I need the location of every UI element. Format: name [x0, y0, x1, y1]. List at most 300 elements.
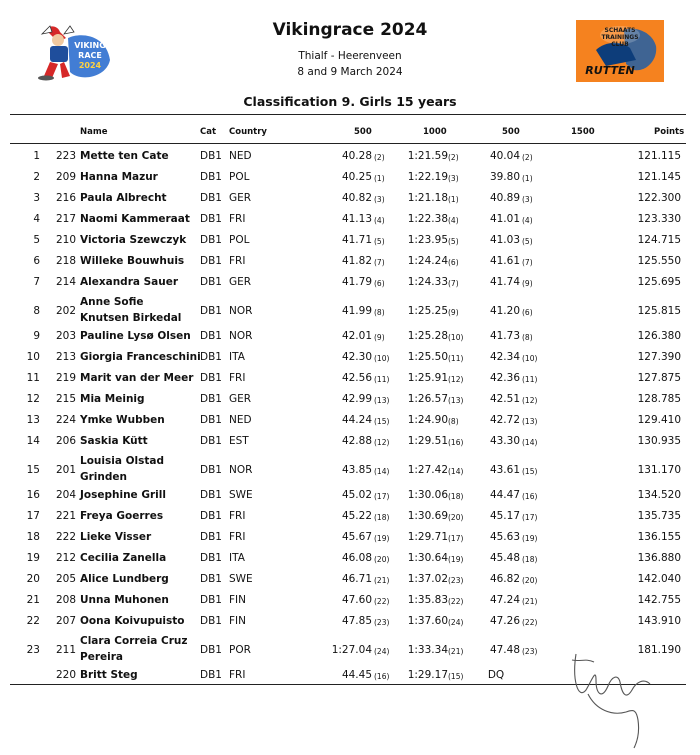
country: FRI — [229, 372, 246, 384]
rank: 22 — [26, 615, 40, 627]
rank-500-first: (1) — [374, 174, 385, 183]
bib: 210 — [55, 234, 76, 246]
category: DB1 — [200, 435, 222, 447]
svg-text:TRAININGS: TRAININGS — [601, 34, 639, 41]
bib: 221 — [55, 510, 76, 522]
bib: 223 — [55, 150, 76, 162]
time-500-first: 40.28 — [341, 150, 372, 162]
country: POL — [229, 234, 250, 246]
table-row — [0, 507, 700, 528]
time-1000: 1:27.42 — [407, 464, 448, 476]
time-1000: 1:29.51 — [407, 435, 448, 447]
page-title: Vikingrace 2024 — [272, 20, 428, 40]
signature — [566, 650, 664, 750]
rank-500-first: (22) — [374, 597, 390, 606]
category: DB1 — [200, 150, 222, 162]
category: DB1 — [200, 510, 222, 522]
table-row — [0, 411, 700, 432]
rank-500-second: (3) — [522, 195, 533, 204]
rank-500-first: (12) — [374, 438, 390, 447]
classification-title: Classification 9. Girls 15 years — [243, 94, 457, 109]
rank-1000: (4) — [448, 216, 459, 225]
time-500-second: 47.26 — [489, 615, 520, 627]
rank-1000: (7) — [448, 279, 459, 288]
country: FRI — [229, 213, 246, 225]
rank-500-first: (6) — [374, 279, 385, 288]
athlete-name: Alexandra Sauer — [80, 276, 179, 288]
time-500-second: 47.48 — [489, 644, 520, 656]
rank-500-first: (24) — [374, 647, 390, 656]
time-500-second: 42.34 — [489, 351, 520, 363]
bib: 203 — [55, 330, 76, 342]
country: EST — [229, 435, 249, 447]
points: 131.170 — [637, 464, 681, 476]
divider — [10, 114, 686, 115]
table-row — [0, 528, 700, 549]
bib: 204 — [55, 489, 76, 501]
athlete-name: Pauline Lysø Olsen — [80, 330, 191, 342]
country: NOR — [229, 305, 253, 317]
bib: 202 — [55, 305, 76, 317]
rank-500-first: (20) — [374, 555, 390, 564]
table-row — [0, 591, 700, 612]
rank-500-second: (15) — [522, 467, 538, 476]
points: 136.880 — [637, 552, 681, 564]
country: ITA — [229, 552, 245, 564]
club-logo — [576, 20, 664, 82]
time-1000: 1:21.59 — [407, 150, 448, 162]
rank: 23 — [26, 644, 40, 656]
svg-text:CLUB: CLUB — [611, 41, 629, 48]
rank-500-first: (16) — [374, 672, 390, 681]
time-500-first: 42.30 — [341, 351, 372, 363]
time-500-second: 42.72 — [489, 414, 520, 426]
rank-1000: (20) — [448, 513, 464, 522]
rank-500-first: (8) — [374, 308, 385, 317]
rank: 2 — [33, 171, 40, 183]
rank-500-second: (6) — [522, 308, 533, 317]
time-1000: 1:24.33 — [407, 276, 448, 288]
points: 130.935 — [637, 435, 681, 447]
category: DB1 — [200, 213, 222, 225]
rank-500-second: (10) — [522, 354, 538, 363]
table-row — [0, 348, 700, 369]
rank-500-first: (14) — [374, 467, 390, 476]
category: DB1 — [200, 615, 222, 627]
bib: 205 — [55, 573, 76, 585]
athlete-name: Naomi Kammeraat — [80, 213, 190, 225]
col-country: Country — [229, 127, 267, 137]
table-row — [0, 231, 700, 252]
category: DB1 — [200, 351, 222, 363]
category: DB1 — [200, 393, 222, 405]
rank: 6 — [33, 255, 40, 267]
rank-500-second: (19) — [522, 534, 538, 543]
athlete-name: Mia Meinig — [80, 393, 145, 405]
athlete-name: Hanna Mazur — [80, 171, 158, 183]
time-500-second: 45.17 — [489, 510, 520, 522]
country: FRI — [229, 531, 246, 543]
rank-500-first: (7) — [374, 258, 385, 267]
rank-1000: (21) — [448, 647, 464, 656]
time-500-first: 40.82 — [341, 192, 372, 204]
rank-1000: (24) — [448, 618, 464, 627]
rank: 15 — [26, 464, 40, 476]
time-1000: 1:33.34 — [407, 644, 448, 656]
time-500-first: 40.25 — [341, 171, 372, 183]
athlete-name: Lieke Visser — [80, 531, 152, 543]
time-1000: 1:29.71 — [407, 531, 448, 543]
rank-500-second: (9) — [522, 279, 533, 288]
time-500-first: 42.56 — [341, 372, 372, 384]
svg-text:RUTTEN: RUTTEN — [585, 64, 635, 77]
time-1000: 1:25.91 — [407, 372, 448, 384]
athlete-name: Unna Muhonen — [80, 594, 169, 606]
table-row — [0, 327, 700, 348]
time-1000: 1:25.25 — [407, 305, 448, 317]
time-1000: 1:30.64 — [407, 552, 448, 564]
time-1000: 1:37.02 — [407, 573, 448, 585]
table-row — [0, 168, 700, 189]
bib: 214 — [55, 276, 76, 288]
rank: 9 — [33, 330, 40, 342]
points: 142.755 — [637, 594, 681, 606]
country: GER — [229, 393, 252, 405]
rank-500-first: (9) — [374, 333, 385, 342]
rank-1000: (1) — [448, 195, 459, 204]
country: NOR — [229, 464, 253, 476]
bib: 209 — [55, 171, 76, 183]
time-500-first: 47.85 — [341, 615, 372, 627]
rank: 10 — [26, 351, 40, 363]
points: 143.910 — [637, 615, 681, 627]
time-500-first: 41.79 — [341, 276, 372, 288]
time-500-first: 42.01 — [341, 330, 372, 342]
bib: 206 — [55, 435, 76, 447]
category: DB1 — [200, 594, 222, 606]
rank: 12 — [26, 393, 40, 405]
time-1000: 1:26.57 — [407, 393, 448, 405]
rank: 14 — [26, 435, 40, 447]
points: 134.520 — [637, 489, 681, 501]
athlete-name: Clara Correia Cruz Pereira — [80, 635, 188, 663]
country: FRI — [229, 510, 246, 522]
col-500-first: 500 — [354, 127, 372, 137]
rank: 1 — [33, 150, 40, 162]
rank-1000: (6) — [448, 258, 459, 267]
col-500-second: 500 — [502, 127, 520, 137]
col-points: Points — [654, 127, 685, 137]
country: SWE — [229, 489, 253, 501]
country: NED — [229, 150, 252, 162]
athlete-name: Louisia Olstad Grinden — [80, 455, 164, 483]
rank-1000: (8) — [448, 417, 459, 426]
country: GER — [229, 276, 252, 288]
category: DB1 — [200, 276, 222, 288]
rank-500-second: (1) — [522, 174, 533, 183]
athlete-name: Oona Koivupuisto — [80, 615, 185, 627]
table-row — [0, 369, 700, 390]
rank-500-first: (19) — [374, 534, 390, 543]
rank-500-first: (10) — [374, 354, 390, 363]
points: 127.390 — [637, 351, 681, 363]
category: DB1 — [200, 234, 222, 246]
category: DB1 — [200, 552, 222, 564]
rank: 19 — [26, 552, 40, 564]
table-row — [0, 189, 700, 210]
bib: 216 — [55, 192, 76, 204]
table-row — [0, 432, 700, 453]
svg-text:SCHAATS: SCHAATS — [604, 27, 636, 34]
category: DB1 — [200, 192, 222, 204]
rank-500-first: (5) — [374, 237, 385, 246]
table-row — [0, 570, 700, 591]
rank-1000: (22) — [448, 597, 464, 606]
time-500-second: 41.20 — [489, 305, 520, 317]
category: DB1 — [200, 644, 222, 656]
rank-500-second: (8) — [522, 333, 533, 342]
category: DB1 — [200, 255, 222, 267]
time-1000: 1:22.38 — [407, 213, 448, 225]
athlete-name: Josephine Grill — [80, 489, 166, 501]
time-500-first: 41.82 — [341, 255, 372, 267]
svg-text:VIKING: VIKING — [74, 41, 106, 50]
rank-1000: (18) — [448, 492, 464, 501]
rank-500-second: (11) — [522, 375, 538, 384]
col-name: Name — [80, 127, 108, 137]
svg-text:RACE: RACE — [78, 51, 102, 60]
athlete-name: Mette ten Cate — [80, 150, 169, 162]
rank-500-first: (21) — [374, 576, 390, 585]
time-1000: 1:21.18 — [407, 192, 448, 204]
athlete-name: Freya Goerres — [80, 510, 164, 522]
time-1000: 1:23.95 — [407, 234, 448, 246]
table-row — [0, 273, 700, 294]
bib: 201 — [55, 464, 76, 476]
time-500-second: DQ — [487, 669, 505, 681]
category: DB1 — [200, 171, 222, 183]
table-row — [0, 612, 700, 633]
points: 124.715 — [637, 234, 681, 246]
time-500-first: 45.67 — [341, 531, 372, 543]
country: GER — [229, 192, 252, 204]
event-dates: 8 and 9 March 2024 — [297, 66, 403, 78]
rank-1000: (16) — [448, 438, 464, 447]
time-500-second: 41.01 — [489, 213, 520, 225]
table-row — [0, 147, 700, 168]
rank: 11 — [26, 372, 40, 384]
time-500-first: 47.60 — [341, 594, 372, 606]
table-row — [0, 549, 700, 570]
rank: 4 — [33, 213, 40, 225]
points: 121.115 — [637, 150, 681, 162]
country: FRI — [229, 255, 246, 267]
rank-1000: (9) — [448, 308, 459, 317]
rank-500-first: (17) — [374, 492, 390, 501]
svg-text:2024: 2024 — [78, 61, 102, 70]
points: 122.300 — [637, 192, 681, 204]
bib: 218 — [55, 255, 76, 267]
time-500-second: 43.61 — [489, 464, 520, 476]
time-500-first: 46.08 — [341, 552, 372, 564]
athlete-name: Britt Steg — [80, 669, 138, 681]
venue: Thialf - Heerenveen — [298, 50, 402, 62]
country: SWE — [229, 573, 253, 585]
rank-1000: (10) — [448, 333, 464, 342]
time-500-second: 45.63 — [489, 531, 520, 543]
rank-500-first: (2) — [374, 153, 385, 162]
rank-500-second: (23) — [522, 647, 538, 656]
time-500-second: 41.74 — [489, 276, 520, 288]
athlete-name: Willeke Bouwhuis — [80, 255, 185, 267]
country: POL — [229, 171, 250, 183]
time-500-first: 46.71 — [341, 573, 372, 585]
time-500-first: 42.88 — [341, 435, 372, 447]
athlete-name: Marit van der Meer — [80, 372, 194, 384]
bib: 217 — [55, 213, 76, 225]
rank-500-second: (14) — [522, 438, 538, 447]
category: DB1 — [200, 330, 222, 342]
rank-500-first: (23) — [374, 618, 390, 627]
rank-1000: (5) — [448, 237, 459, 246]
rank: 18 — [26, 531, 40, 543]
bib: 211 — [55, 644, 76, 656]
rank-1000: (12) — [448, 375, 464, 384]
rank: 7 — [33, 276, 40, 288]
time-1000: 1:29.17 — [407, 669, 448, 681]
time-500-first: 44.24 — [341, 414, 372, 426]
time-1000: 1:22.19 — [407, 171, 448, 183]
points: 135.735 — [637, 510, 681, 522]
time-500-first: 45.02 — [341, 489, 372, 501]
rank: 5 — [33, 234, 40, 246]
bib: 219 — [55, 372, 76, 384]
rank-500-second: (17) — [522, 513, 538, 522]
points: 121.145 — [637, 171, 681, 183]
points: 181.190 — [637, 644, 681, 656]
time-500-second: 39.80 — [489, 171, 520, 183]
country: ITA — [229, 351, 245, 363]
athlete-name: Paula Albrecht — [80, 192, 167, 204]
time-500-second: 43.30 — [489, 435, 520, 447]
rank: 3 — [33, 192, 40, 204]
bib: 215 — [55, 393, 76, 405]
time-500-first: 43.85 — [341, 464, 372, 476]
divider — [10, 143, 686, 144]
time-500-second: 41.73 — [489, 330, 520, 342]
time-500-second: 44.47 — [489, 489, 520, 501]
rank: 13 — [26, 414, 40, 426]
points: 125.550 — [637, 255, 681, 267]
rank-1000: (2) — [448, 153, 459, 162]
rank: 16 — [26, 489, 40, 501]
time-1000: 1:25.28 — [407, 330, 448, 342]
athlete-name: Victoria Szewczyk — [80, 234, 187, 246]
athlete-name: Alice Lundberg — [80, 573, 169, 585]
col-cat: Cat — [200, 127, 217, 137]
time-500-second: 46.82 — [489, 573, 520, 585]
time-500-second: 42.51 — [489, 393, 520, 405]
athlete-name: Ymke Wubben — [80, 414, 165, 426]
bib: 222 — [55, 531, 76, 543]
time-500-second: 41.03 — [489, 234, 520, 246]
time-1000: 1:24.90 — [407, 414, 448, 426]
time-500-second: 40.04 — [489, 150, 520, 162]
category: DB1 — [200, 573, 222, 585]
time-500-first: 1:27.04 — [331, 644, 372, 656]
rank-500-first: (15) — [374, 417, 390, 426]
time-1000: 1:24.24 — [407, 255, 448, 267]
time-500-first: 45.22 — [341, 510, 372, 522]
rank: 17 — [26, 510, 40, 522]
points: 126.380 — [637, 330, 681, 342]
time-500-first: 41.13 — [341, 213, 372, 225]
points: 125.815 — [637, 305, 681, 317]
bib: 207 — [55, 615, 76, 627]
rank-500-second: (21) — [522, 597, 538, 606]
points: 136.155 — [637, 531, 681, 543]
points: 123.330 — [637, 213, 681, 225]
rank-500-second: (12) — [522, 396, 538, 405]
time-1000: 1:25.50 — [407, 351, 448, 363]
rank-1000: (14) — [448, 467, 464, 476]
rank: 21 — [26, 594, 40, 606]
athlete-name: Anne Sofie Knutsen Birkedal — [80, 296, 182, 324]
bib: 224 — [55, 414, 76, 426]
bib: 212 — [55, 552, 76, 564]
rank-500-second: (13) — [522, 417, 538, 426]
time-500-first: 42.99 — [341, 393, 372, 405]
rank-1000: (3) — [448, 174, 459, 183]
rank-1000: (17) — [448, 534, 464, 543]
bib: 220 — [55, 669, 76, 681]
time-500-second: 47.24 — [489, 594, 520, 606]
country: POR — [229, 644, 251, 656]
time-1000: 1:30.06 — [407, 489, 448, 501]
time-500-first: 41.71 — [341, 234, 372, 246]
time-500-first: 41.99 — [341, 305, 372, 317]
athlete-name: Saskia Kütt — [80, 435, 148, 447]
col-1500: 1500 — [571, 127, 595, 137]
points: 129.410 — [637, 414, 681, 426]
points: 142.040 — [637, 573, 681, 585]
time-500-second: 42.36 — [489, 372, 520, 384]
country: FRI — [229, 669, 246, 681]
rank-1000: (13) — [448, 396, 464, 405]
time-500-first: 44.45 — [341, 669, 372, 681]
rank-500-first: (13) — [374, 396, 390, 405]
time-500-second: 40.89 — [489, 192, 520, 204]
country: FIN — [229, 615, 246, 627]
table-row — [0, 210, 700, 231]
country: FIN — [229, 594, 246, 606]
table-row — [0, 390, 700, 411]
rank-500-second: (20) — [522, 576, 538, 585]
rank-500-second: (2) — [522, 153, 533, 162]
rank-500-first: (4) — [374, 216, 385, 225]
athlete-name: Cecilia Zanella — [80, 552, 167, 564]
time-1000: 1:37.60 — [407, 615, 448, 627]
bib: 208 — [55, 594, 76, 606]
rank-500-first: (11) — [374, 375, 390, 384]
time-1000: 1:30.69 — [407, 510, 448, 522]
rank-1000: (19) — [448, 555, 464, 564]
rank-500-first: (3) — [374, 195, 385, 204]
rank-1000: (23) — [448, 576, 464, 585]
col-1000: 1000 — [423, 127, 447, 137]
points: 128.785 — [637, 393, 681, 405]
rank-500-second: (18) — [522, 555, 538, 564]
